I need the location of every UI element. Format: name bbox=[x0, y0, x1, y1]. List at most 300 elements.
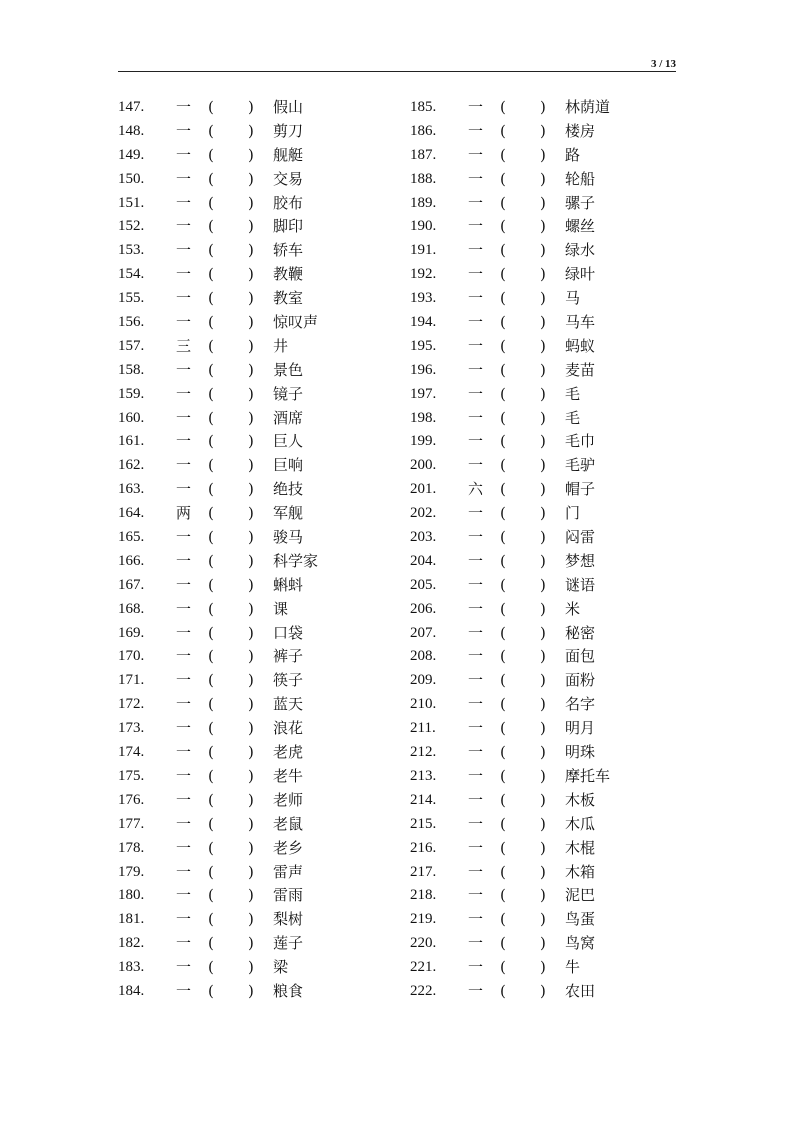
open-paren: ( bbox=[500, 958, 506, 977]
quantity-word: 一 bbox=[176, 313, 192, 332]
item-number: 175. bbox=[118, 767, 145, 784]
open-paren: ( bbox=[208, 408, 214, 427]
quantity-word: 一 bbox=[176, 169, 192, 188]
close-paren: ) bbox=[248, 551, 254, 570]
quantity-word: 一 bbox=[468, 671, 484, 690]
open-paren: ( bbox=[208, 790, 214, 809]
close-paren: ) bbox=[248, 241, 254, 260]
close-paren: ) bbox=[540, 934, 546, 953]
open-paren: ( bbox=[500, 814, 506, 833]
close-paren: ) bbox=[248, 814, 254, 833]
noun-word: 蝌蚪 bbox=[273, 575, 304, 594]
noun-word: 井 bbox=[273, 336, 289, 355]
quantity-word: 一 bbox=[468, 145, 484, 164]
open-paren: ( bbox=[500, 145, 506, 164]
item-number: 185. bbox=[410, 99, 437, 115]
noun-word: 木棍 bbox=[565, 838, 596, 857]
quantity-word: 一 bbox=[176, 480, 192, 499]
close-paren: ) bbox=[248, 623, 254, 642]
item-number: 148. bbox=[118, 122, 145, 139]
quantity-word: 一 bbox=[176, 121, 192, 140]
quantity-word: 一 bbox=[176, 551, 192, 570]
quantity-word: 一 bbox=[468, 599, 484, 618]
quantity-word: 一 bbox=[468, 336, 484, 355]
open-paren: ( bbox=[208, 575, 214, 594]
close-paren: ) bbox=[248, 480, 254, 499]
item-number: 218. bbox=[410, 887, 437, 904]
noun-word: 麦苗 bbox=[565, 360, 596, 379]
quantity-word: 一 bbox=[176, 599, 192, 618]
noun-word: 梁 bbox=[273, 958, 289, 977]
quantity-word: 一 bbox=[176, 695, 192, 714]
close-paren: ) bbox=[540, 862, 546, 881]
noun-word: 老鼠 bbox=[273, 814, 304, 833]
noun-word: 毛 bbox=[565, 384, 581, 403]
quantity-word: 一 bbox=[468, 313, 484, 332]
quantity-word: 一 bbox=[176, 528, 192, 547]
open-paren: ( bbox=[500, 719, 506, 738]
open-paren: ( bbox=[208, 480, 214, 499]
quantity-word: 一 bbox=[468, 384, 484, 403]
noun-word: 牛 bbox=[565, 958, 581, 977]
noun-word: 梦想 bbox=[565, 551, 596, 570]
close-paren: ) bbox=[540, 408, 546, 427]
close-paren: ) bbox=[248, 289, 254, 308]
item-number: 204. bbox=[410, 552, 437, 569]
close-paren: ) bbox=[540, 145, 546, 164]
item-number: 157. bbox=[118, 337, 145, 354]
close-paren: ) bbox=[540, 647, 546, 666]
item-number: 190. bbox=[410, 218, 437, 235]
close-paren: ) bbox=[248, 886, 254, 905]
open-paren: ( bbox=[208, 145, 214, 164]
open-paren: ( bbox=[208, 456, 214, 475]
noun-word: 老师 bbox=[273, 790, 304, 809]
open-paren: ( bbox=[208, 313, 214, 332]
close-paren: ) bbox=[248, 408, 254, 427]
open-paren: ( bbox=[500, 575, 506, 594]
open-paren: ( bbox=[500, 599, 506, 618]
noun-word: 摩托车 bbox=[565, 766, 611, 785]
noun-word: 巨响 bbox=[273, 456, 304, 475]
open-paren: ( bbox=[208, 432, 214, 451]
close-paren: ) bbox=[248, 313, 254, 332]
noun-word: 粮食 bbox=[273, 981, 304, 1000]
quantity-word: 一 bbox=[468, 981, 484, 1000]
close-paren: ) bbox=[248, 360, 254, 379]
item-number: 184. bbox=[118, 982, 145, 999]
quantity-word: 一 bbox=[176, 862, 192, 881]
open-paren: ( bbox=[208, 384, 214, 403]
open-paren: ( bbox=[208, 886, 214, 905]
open-paren: ( bbox=[208, 169, 214, 188]
item-number: 174. bbox=[118, 744, 145, 761]
quantity-word: 三 bbox=[176, 336, 192, 355]
quantity-word: 一 bbox=[468, 790, 484, 809]
noun-word: 舰艇 bbox=[273, 145, 304, 164]
quantity-word: 一 bbox=[468, 98, 484, 116]
noun-word: 筷子 bbox=[273, 671, 304, 690]
item-number: 168. bbox=[118, 600, 145, 617]
noun-word: 课 bbox=[273, 599, 289, 618]
quantity-word: 一 bbox=[176, 743, 192, 762]
open-paren: ( bbox=[208, 217, 214, 236]
noun-word: 轮船 bbox=[565, 169, 596, 188]
quantity-word: 一 bbox=[176, 719, 192, 738]
open-paren: ( bbox=[500, 695, 506, 714]
open-paren: ( bbox=[500, 647, 506, 666]
item-number: 199. bbox=[410, 433, 437, 450]
noun-word: 轿车 bbox=[273, 241, 304, 260]
noun-word: 科学家 bbox=[273, 551, 319, 570]
noun-word: 浪花 bbox=[273, 719, 304, 738]
quantity-word: 一 bbox=[176, 432, 192, 451]
open-paren: ( bbox=[208, 719, 214, 738]
quantity-word: 一 bbox=[468, 575, 484, 594]
noun-word: 酒席 bbox=[273, 408, 304, 427]
quantity-word: 一 bbox=[176, 98, 192, 116]
quantity-word: 一 bbox=[468, 695, 484, 714]
quantity-word: 一 bbox=[468, 910, 484, 929]
close-paren: ) bbox=[540, 623, 546, 642]
item-number: 182. bbox=[118, 935, 145, 952]
quantity-word: 一 bbox=[176, 384, 192, 403]
item-number: 214. bbox=[410, 791, 437, 808]
noun-word: 惊叹声 bbox=[273, 313, 319, 332]
close-paren: ) bbox=[540, 790, 546, 809]
item-number: 177. bbox=[118, 815, 145, 832]
item-number: 147. bbox=[118, 99, 145, 115]
close-paren: ) bbox=[540, 193, 546, 212]
open-paren: ( bbox=[208, 265, 214, 284]
close-paren: ) bbox=[540, 432, 546, 451]
item-number: 179. bbox=[118, 863, 145, 880]
close-paren: ) bbox=[248, 384, 254, 403]
noun-word: 面包 bbox=[565, 647, 596, 666]
item-number: 162. bbox=[118, 457, 145, 474]
quantity-word: 一 bbox=[468, 862, 484, 881]
open-paren: ( bbox=[500, 934, 506, 953]
item-number: 173. bbox=[118, 720, 145, 737]
close-paren: ) bbox=[540, 575, 546, 594]
item-number: 149. bbox=[118, 146, 145, 163]
close-paren: ) bbox=[540, 241, 546, 260]
quantity-word: 一 bbox=[176, 575, 192, 594]
open-paren: ( bbox=[500, 456, 506, 475]
noun-word: 巨人 bbox=[273, 432, 304, 451]
noun-word: 螺丝 bbox=[565, 217, 596, 236]
open-paren: ( bbox=[208, 528, 214, 547]
item-number: 180. bbox=[118, 887, 145, 904]
quantity-word: 一 bbox=[468, 289, 484, 308]
close-paren: ) bbox=[540, 336, 546, 355]
quantity-word: 一 bbox=[468, 528, 484, 547]
close-paren: ) bbox=[540, 504, 546, 523]
open-paren: ( bbox=[208, 98, 214, 116]
open-paren: ( bbox=[208, 934, 214, 953]
quantity-word: 一 bbox=[176, 814, 192, 833]
noun-word: 毛巾 bbox=[565, 432, 596, 451]
open-paren: ( bbox=[500, 241, 506, 260]
item-number: 192. bbox=[410, 266, 437, 283]
open-paren: ( bbox=[208, 958, 214, 977]
open-paren: ( bbox=[208, 814, 214, 833]
item-number: 155. bbox=[118, 290, 145, 307]
close-paren: ) bbox=[248, 958, 254, 977]
noun-word: 镜子 bbox=[273, 384, 304, 403]
close-paren: ) bbox=[540, 695, 546, 714]
item-number: 205. bbox=[410, 576, 437, 593]
noun-word: 绝技 bbox=[273, 480, 304, 499]
noun-word: 木瓜 bbox=[565, 814, 596, 833]
open-paren: ( bbox=[500, 886, 506, 905]
item-number: 219. bbox=[410, 911, 437, 928]
close-paren: ) bbox=[540, 814, 546, 833]
item-number: 150. bbox=[118, 170, 145, 187]
open-paren: ( bbox=[208, 599, 214, 618]
quantity-word: 一 bbox=[176, 790, 192, 809]
open-paren: ( bbox=[208, 623, 214, 642]
item-number: 194. bbox=[410, 314, 437, 331]
noun-word: 路 bbox=[565, 145, 581, 164]
close-paren: ) bbox=[540, 384, 546, 403]
close-paren: ) bbox=[248, 528, 254, 547]
quantity-word: 一 bbox=[176, 910, 192, 929]
close-paren: ) bbox=[540, 551, 546, 570]
quantity-word: 一 bbox=[468, 814, 484, 833]
quantity-word: 一 bbox=[468, 934, 484, 953]
quantity-word: 一 bbox=[468, 121, 484, 140]
open-paren: ( bbox=[500, 623, 506, 642]
open-paren: ( bbox=[208, 289, 214, 308]
close-paren: ) bbox=[540, 599, 546, 618]
open-paren: ( bbox=[208, 360, 214, 379]
open-paren: ( bbox=[500, 313, 506, 332]
item-number: 197. bbox=[410, 385, 437, 402]
noun-word: 裤子 bbox=[273, 647, 304, 666]
close-paren: ) bbox=[540, 886, 546, 905]
item-number: 153. bbox=[118, 242, 145, 259]
quantity-word: 一 bbox=[176, 217, 192, 236]
noun-word: 景色 bbox=[273, 360, 304, 379]
quantity-word: 一 bbox=[176, 265, 192, 284]
noun-word: 蚂蚁 bbox=[565, 336, 596, 355]
close-paren: ) bbox=[248, 504, 254, 523]
item-number: 154. bbox=[118, 266, 145, 283]
item-number: 159. bbox=[118, 385, 145, 402]
quantity-word: 一 bbox=[468, 623, 484, 642]
item-number: 213. bbox=[410, 767, 437, 784]
item-number: 209. bbox=[410, 672, 437, 689]
open-paren: ( bbox=[500, 862, 506, 881]
close-paren: ) bbox=[540, 360, 546, 379]
quantity-word: 一 bbox=[468, 360, 484, 379]
item-number: 207. bbox=[410, 624, 437, 641]
item-number: 211. bbox=[410, 720, 436, 737]
item-number: 167. bbox=[118, 576, 145, 593]
close-paren: ) bbox=[248, 599, 254, 618]
open-paren: ( bbox=[208, 551, 214, 570]
noun-word: 马车 bbox=[565, 313, 596, 332]
close-paren: ) bbox=[248, 766, 254, 785]
close-paren: ) bbox=[540, 217, 546, 236]
quantity-word: 一 bbox=[176, 360, 192, 379]
item-number: 158. bbox=[118, 361, 145, 378]
quantity-word: 一 bbox=[176, 766, 192, 785]
open-paren: ( bbox=[208, 862, 214, 881]
item-number: 203. bbox=[410, 529, 437, 546]
quantity-word: 一 bbox=[176, 241, 192, 260]
item-number: 216. bbox=[410, 839, 437, 856]
close-paren: ) bbox=[248, 790, 254, 809]
open-paren: ( bbox=[500, 671, 506, 690]
close-paren: ) bbox=[248, 981, 254, 1000]
noun-word: 农田 bbox=[565, 981, 596, 1000]
noun-word: 鸟蛋 bbox=[565, 910, 596, 929]
close-paren: ) bbox=[248, 743, 254, 762]
open-paren: ( bbox=[500, 169, 506, 188]
noun-word: 帽子 bbox=[565, 480, 596, 499]
quantity-word: 一 bbox=[468, 408, 484, 427]
quantity-word: 一 bbox=[176, 671, 192, 690]
open-paren: ( bbox=[500, 360, 506, 379]
item-number: 176. bbox=[118, 791, 145, 808]
close-paren: ) bbox=[248, 910, 254, 929]
item-number: 172. bbox=[118, 696, 145, 713]
quantity-word: 一 bbox=[468, 958, 484, 977]
close-paren: ) bbox=[540, 719, 546, 738]
item-number: 186. bbox=[410, 122, 437, 139]
close-paren: ) bbox=[540, 766, 546, 785]
item-number: 193. bbox=[410, 290, 437, 307]
open-paren: ( bbox=[500, 432, 506, 451]
quantity-word: 一 bbox=[468, 886, 484, 905]
noun-word: 莲子 bbox=[273, 934, 304, 953]
open-paren: ( bbox=[500, 384, 506, 403]
noun-word: 毛 bbox=[565, 408, 581, 427]
open-paren: ( bbox=[208, 695, 214, 714]
open-paren: ( bbox=[500, 336, 506, 355]
close-paren: ) bbox=[248, 336, 254, 355]
item-number: 221. bbox=[410, 959, 437, 976]
open-paren: ( bbox=[500, 408, 506, 427]
close-paren: ) bbox=[248, 575, 254, 594]
quantity-word: 一 bbox=[176, 289, 192, 308]
close-paren: ) bbox=[540, 671, 546, 690]
quantity-word: 一 bbox=[468, 743, 484, 762]
quantity-word: 一 bbox=[468, 432, 484, 451]
item-number: 178. bbox=[118, 839, 145, 856]
item-number: 160. bbox=[118, 409, 145, 426]
quantity-word: 两 bbox=[176, 504, 192, 523]
close-paren: ) bbox=[540, 98, 546, 116]
noun-word: 雷雨 bbox=[273, 886, 304, 905]
quantity-word: 一 bbox=[176, 958, 192, 977]
item-number: 171. bbox=[118, 672, 145, 689]
noun-word: 教室 bbox=[273, 289, 304, 308]
item-number: 164. bbox=[118, 505, 145, 522]
noun-word: 闷雷 bbox=[565, 528, 596, 547]
item-number: 222. bbox=[410, 982, 437, 999]
noun-word: 林荫道 bbox=[565, 98, 611, 116]
item-number: 220. bbox=[410, 935, 437, 952]
close-paren: ) bbox=[248, 145, 254, 164]
close-paren: ) bbox=[248, 265, 254, 284]
noun-word: 剪刀 bbox=[273, 121, 304, 140]
open-paren: ( bbox=[208, 241, 214, 260]
open-paren: ( bbox=[500, 743, 506, 762]
noun-word: 楼房 bbox=[565, 121, 596, 140]
item-number: 161. bbox=[118, 433, 145, 450]
noun-word: 老虎 bbox=[273, 743, 304, 762]
noun-word: 名字 bbox=[565, 695, 596, 714]
item-number: 191. bbox=[410, 242, 437, 259]
close-paren: ) bbox=[540, 456, 546, 475]
noun-word: 绿叶 bbox=[565, 265, 596, 284]
quantity-word: 一 bbox=[176, 981, 192, 1000]
open-paren: ( bbox=[500, 790, 506, 809]
quantity-word: 一 bbox=[468, 719, 484, 738]
noun-word: 毛驴 bbox=[565, 456, 596, 475]
close-paren: ) bbox=[540, 528, 546, 547]
item-number: 212. bbox=[410, 744, 437, 761]
noun-word: 老乡 bbox=[273, 838, 304, 857]
item-number: 201. bbox=[410, 481, 437, 498]
noun-word: 米 bbox=[565, 599, 581, 618]
quantity-word: 一 bbox=[176, 193, 192, 212]
quantity-word: 一 bbox=[468, 169, 484, 188]
noun-word: 明珠 bbox=[565, 743, 596, 762]
open-paren: ( bbox=[500, 838, 506, 857]
quantity-word: 一 bbox=[468, 456, 484, 475]
close-paren: ) bbox=[540, 169, 546, 188]
open-paren: ( bbox=[208, 647, 214, 666]
noun-word: 蓝天 bbox=[273, 695, 304, 714]
quantity-word: 一 bbox=[176, 647, 192, 666]
noun-word: 梨树 bbox=[273, 910, 304, 929]
quantity-word: 一 bbox=[468, 217, 484, 236]
close-paren: ) bbox=[540, 313, 546, 332]
item-number: 200. bbox=[410, 457, 437, 474]
close-paren: ) bbox=[248, 193, 254, 212]
quantity-word: 一 bbox=[468, 265, 484, 284]
noun-word: 交易 bbox=[273, 169, 304, 188]
quantity-word: 一 bbox=[176, 934, 192, 953]
open-paren: ( bbox=[500, 121, 506, 140]
quantity-word: 一 bbox=[176, 456, 192, 475]
noun-word: 雷声 bbox=[273, 862, 304, 881]
noun-word: 明月 bbox=[565, 719, 596, 738]
noun-word: 军舰 bbox=[273, 504, 304, 523]
quantity-word: 一 bbox=[176, 838, 192, 857]
quantity-word: 一 bbox=[176, 886, 192, 905]
noun-word: 门 bbox=[565, 504, 581, 523]
open-paren: ( bbox=[208, 193, 214, 212]
open-paren: ( bbox=[500, 504, 506, 523]
item-number: 151. bbox=[118, 194, 145, 211]
close-paren: ) bbox=[248, 862, 254, 881]
quantity-word: 一 bbox=[468, 504, 484, 523]
close-paren: ) bbox=[540, 910, 546, 929]
noun-word: 秘密 bbox=[565, 623, 596, 642]
close-paren: ) bbox=[248, 121, 254, 140]
close-paren: ) bbox=[248, 695, 254, 714]
noun-word: 面粉 bbox=[565, 671, 596, 690]
close-paren: ) bbox=[248, 217, 254, 236]
quantity-word: 一 bbox=[468, 838, 484, 857]
quantity-word: 一 bbox=[176, 623, 192, 642]
noun-word: 谜语 bbox=[565, 575, 596, 594]
